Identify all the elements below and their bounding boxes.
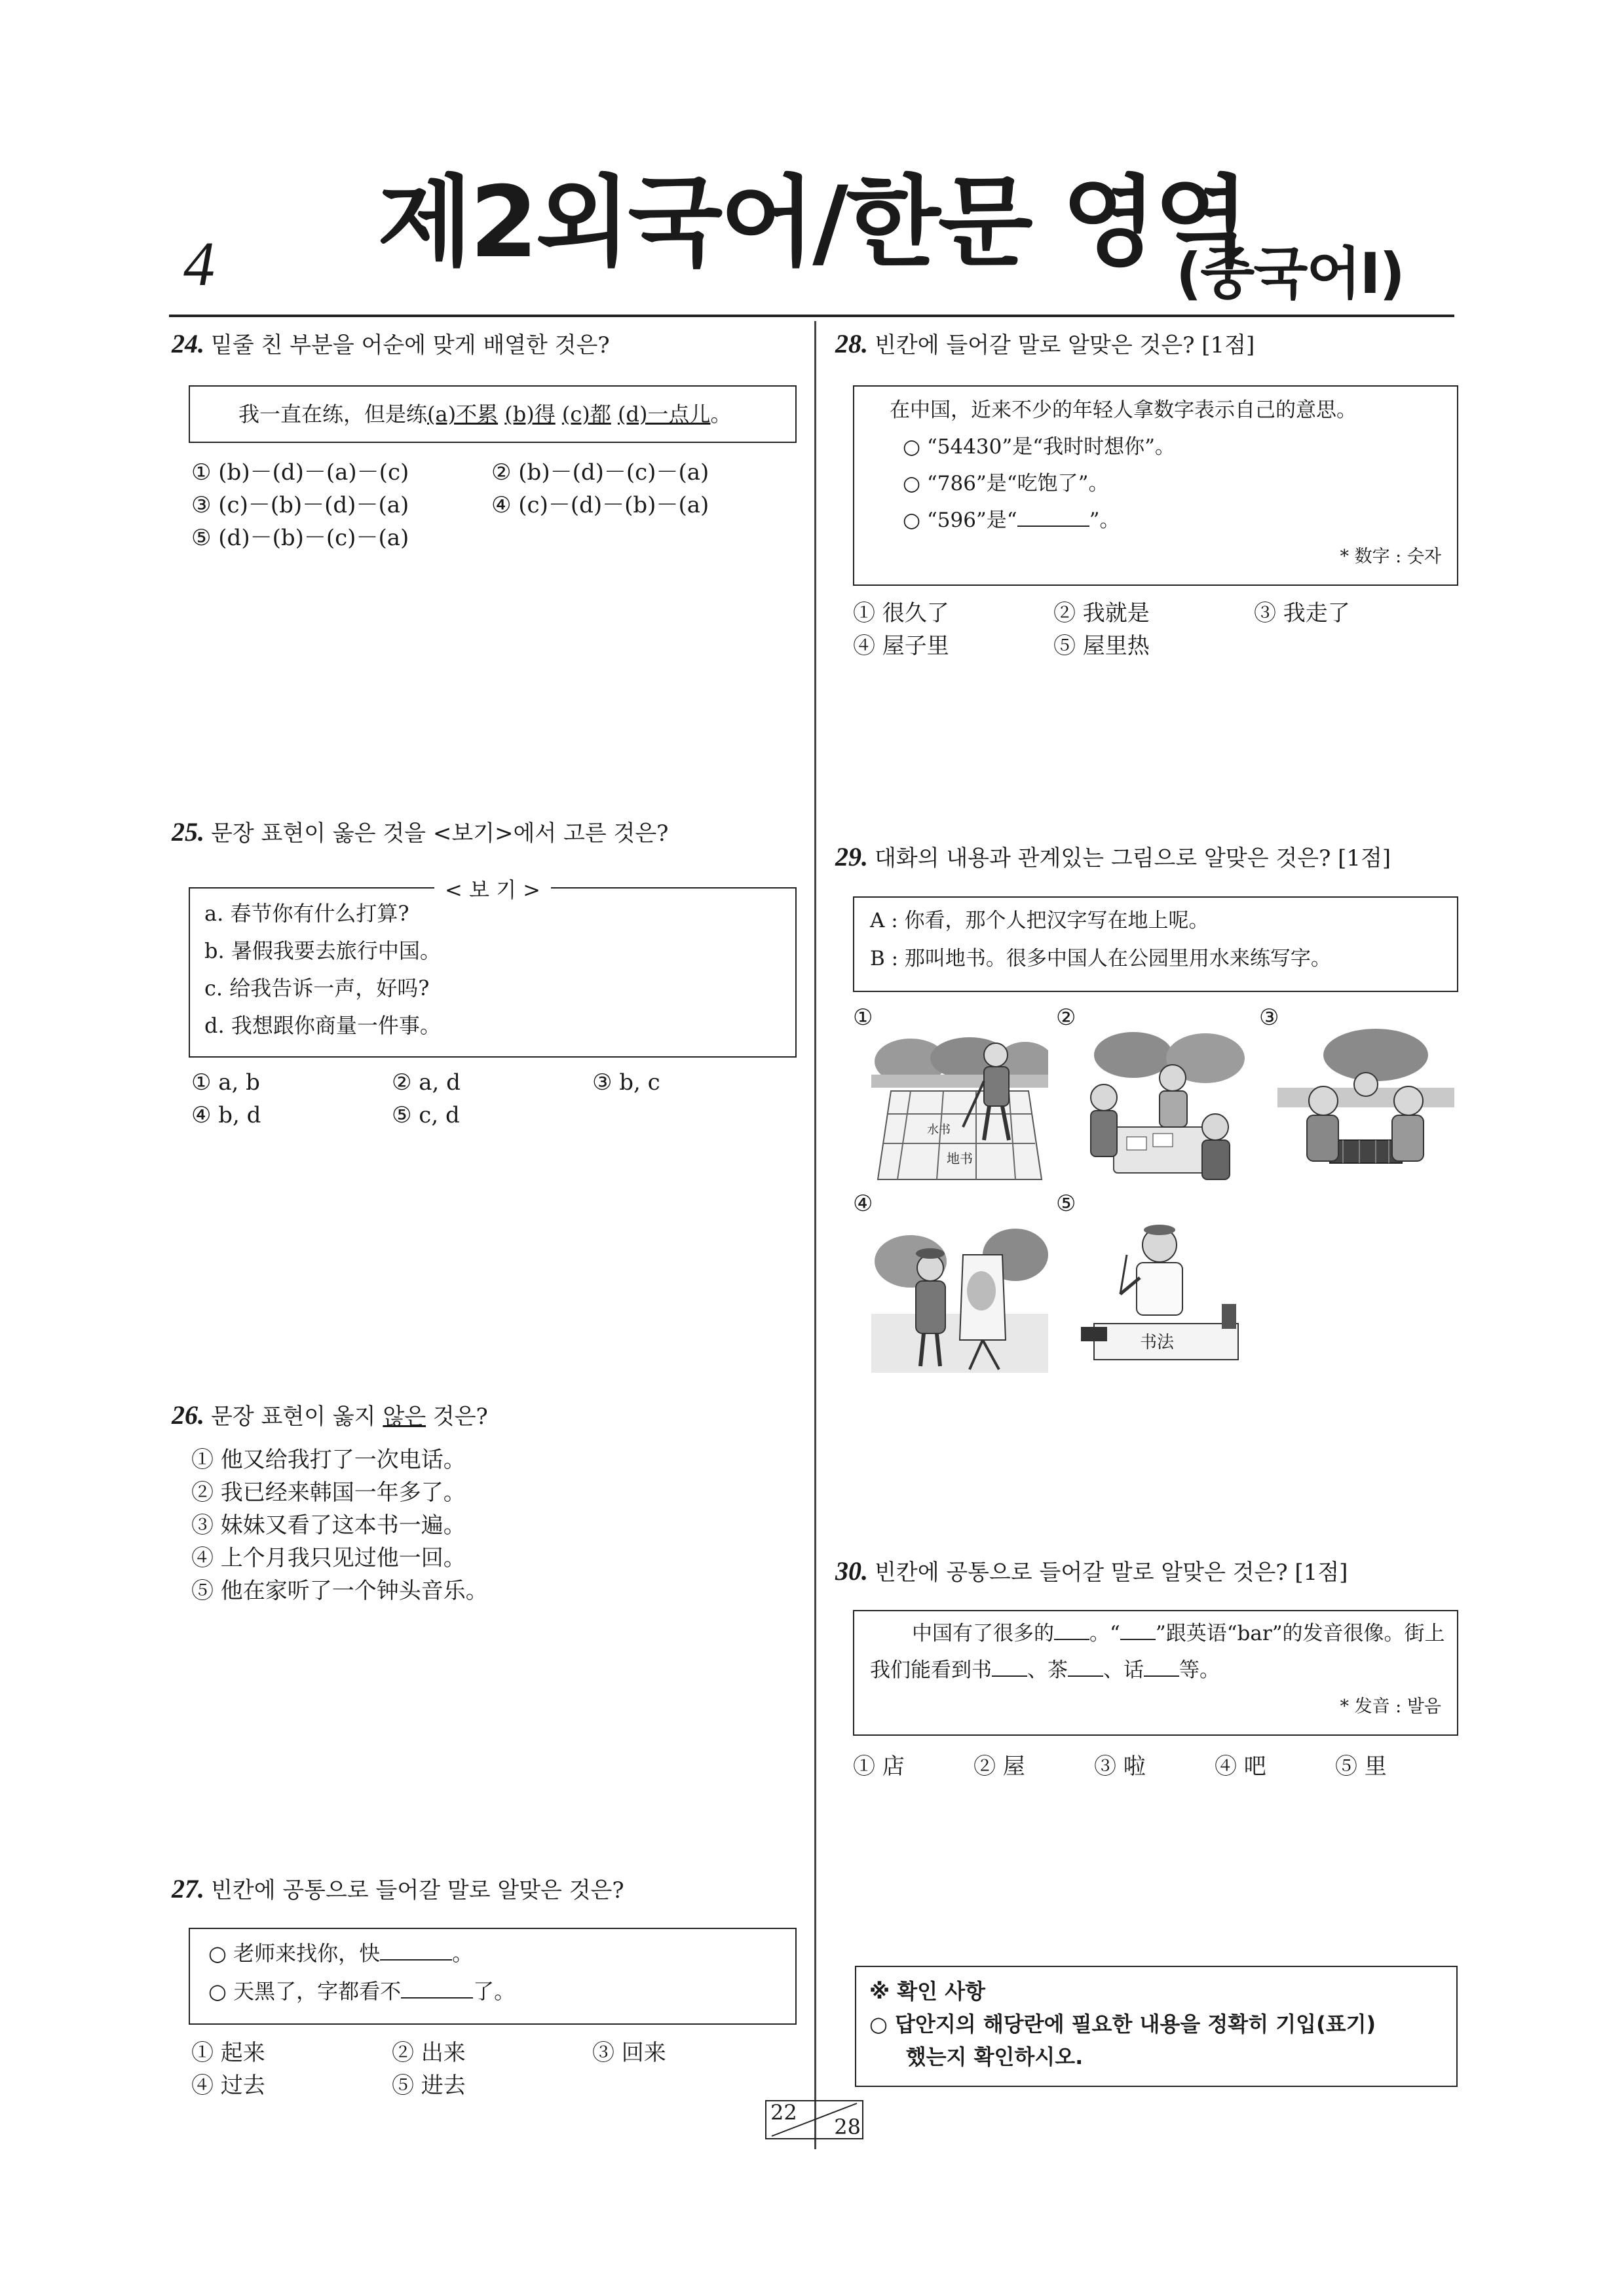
vocab-note: * 数字 : 숫자 xyxy=(1340,546,1441,567)
option-2[interactable]: ② 屋 xyxy=(973,1753,1025,1780)
option-1[interactable]: ① (b)－(d)－(a)－(c) xyxy=(191,459,409,486)
option-5[interactable]: ⑤ (d)－(b)－(c)－(a) xyxy=(191,525,409,551)
passage-text: 我一直在练，但是练 xyxy=(238,402,428,427)
question-25 xyxy=(172,816,801,850)
option-2[interactable]: ② 我已经来韩国一年多了。 xyxy=(191,1480,466,1506)
passage-line-1a: 中国有了很多的 xyxy=(912,1622,1054,1645)
example-item-a: a. 春节你有什么打算? xyxy=(204,901,409,926)
question-27 xyxy=(172,1873,801,1907)
blank xyxy=(1017,503,1089,527)
option-2[interactable]: ② (b)－(d)－(c)－(a) xyxy=(491,459,709,486)
passage-line-1c: ”跟英语“bar”的发音很像。街上 xyxy=(1155,1622,1445,1645)
question-prompt: 빈칸에 공통으로 들어갈 말로 알맞은 것은? xyxy=(211,1877,624,1904)
q28-passage-box xyxy=(853,385,1458,586)
passage-line-2b: 、茶 xyxy=(1027,1658,1068,1682)
confirmation-line-2: 했는지 확인하시오. xyxy=(869,2044,1084,2069)
vocab-note: * 发音 : 발음 xyxy=(1340,1696,1441,1717)
question-24 xyxy=(172,328,801,362)
svg-text:水书: 水书 xyxy=(927,1123,951,1137)
picture-label-5[interactable]: ⑤ xyxy=(1056,1191,1076,1217)
blank xyxy=(992,1653,1027,1677)
svg-text:地书: 地书 xyxy=(947,1151,973,1166)
question-number: 30. xyxy=(835,1556,868,1586)
option-3[interactable]: ③ (c)－(b)－(d)－(a) xyxy=(191,492,409,518)
option-2[interactable]: ② 我就是 xyxy=(1053,600,1150,626)
dialogue-line-a: A : 你看，那个人把汉字写在地上呢。 xyxy=(870,909,1209,932)
option-3[interactable]: ③ 回来 xyxy=(592,2040,666,2066)
blank xyxy=(1120,1617,1156,1640)
question-prompt: 문장 표현이 옳지 xyxy=(211,1404,383,1430)
option-3[interactable]: ③ 妹妹又看了这本书一遍。 xyxy=(191,1512,466,1539)
question-prompt-end: 것은? xyxy=(426,1404,488,1430)
question-prompt: 빈칸에 공통으로 들어갈 말로 알맞은 것은? [1점] xyxy=(875,1559,1348,1586)
option-1[interactable]: ① 他又给我打了一次电话。 xyxy=(191,1447,466,1473)
underlined-d: (d)一点儿 xyxy=(617,402,711,427)
confirmation-title: ※ 확인 사항 xyxy=(869,1979,986,2004)
option-1[interactable]: ① 很久了 xyxy=(853,600,949,626)
option-5[interactable]: ⑤ 他在家听了一个钟头音乐。 xyxy=(191,1578,488,1604)
q24-passage-box xyxy=(189,385,797,443)
picture-5-paper-calligraphy[interactable] xyxy=(1074,1215,1251,1373)
option-4[interactable]: ④ 屋子里 xyxy=(853,633,949,659)
option-4[interactable]: ④ 吧 xyxy=(1215,1753,1266,1780)
question-prompt: 밑줄 친 부분을 어순에 맞게 배열한 것은? xyxy=(211,332,610,358)
picture-label-4[interactable]: ④ xyxy=(853,1191,873,1217)
option-3[interactable]: ③ 我走了 xyxy=(1254,600,1350,626)
picture-label-2[interactable]: ② xyxy=(1056,1004,1076,1031)
passage-line-2d: 等。 xyxy=(1179,1658,1220,1682)
blank xyxy=(1144,1653,1179,1677)
question-prompt-emphasis: 않은 xyxy=(383,1404,426,1430)
question-number: 28. xyxy=(835,329,868,358)
q30-passage-box xyxy=(853,1610,1458,1736)
question-number: 27. xyxy=(172,1874,204,1904)
passage-line-1-end: 。 xyxy=(452,1941,474,1966)
total-pages: 28 xyxy=(834,2114,861,2139)
question-26 xyxy=(172,1399,801,1433)
question-prompt: 문장 표현이 옳은 것을 <보기>에서 고른 것은? xyxy=(211,820,669,847)
section-title: 제2외국어/한문 영역 xyxy=(377,166,1247,280)
blank xyxy=(1068,1653,1103,1677)
question-30 xyxy=(835,1555,1464,1589)
blank xyxy=(401,1975,473,1999)
passage-line-2: ○ 天黑了，字都看不 xyxy=(208,1979,402,2004)
svg-text:书法: 书法 xyxy=(1140,1333,1175,1352)
passage-line-2a: 我们能看到书 xyxy=(870,1658,992,1682)
option-4[interactable]: ④ (c)－(d)－(b)－(a) xyxy=(491,492,709,518)
passage-line-1b: 。“ xyxy=(1089,1622,1120,1645)
option-5[interactable]: ⑤ 进去 xyxy=(392,2073,466,2099)
q25-example-box xyxy=(189,877,797,1058)
passage-text-end: 。 xyxy=(710,402,732,427)
underlined-b: (b)得 xyxy=(504,402,556,427)
option-3[interactable]: ③ b, c xyxy=(592,1069,660,1096)
picture-label-3[interactable]: ③ xyxy=(1259,1004,1279,1031)
picture-1-ground-calligraphy[interactable] xyxy=(871,1029,1048,1186)
subject-label: (중국어Ⅰ) xyxy=(1176,241,1404,307)
page-number: 4 xyxy=(183,229,215,299)
option-5[interactable]: ⑤ 里 xyxy=(1335,1753,1387,1780)
confirmation-notice xyxy=(855,1966,1458,2087)
option-1[interactable]: ① 店 xyxy=(853,1753,905,1780)
blank xyxy=(1054,1617,1089,1640)
picture-4-painting[interactable] xyxy=(871,1215,1048,1373)
option-1[interactable]: ① a, b xyxy=(191,1069,260,1096)
q27-passage-box xyxy=(189,1928,797,2025)
question-number: 26. xyxy=(172,1400,204,1430)
passage-line-1: ○ 老师来找你，快 xyxy=(208,1941,381,1966)
question-number: 29. xyxy=(835,842,868,871)
confirmation-line-1: ○ 답안지의 해당란에 필요한 내용을 정확히 기입(표기) xyxy=(869,2012,1376,2037)
passage-line-3-end: ”。 xyxy=(1089,508,1120,532)
question-number: 25. xyxy=(172,817,204,847)
option-5[interactable]: ⑤ 屋里热 xyxy=(1053,633,1150,659)
picture-3-chess-game[interactable] xyxy=(1277,1029,1454,1186)
example-item-c: c. 给我告诉一声，好吗? xyxy=(204,976,430,1001)
picture-label-1[interactable]: ① xyxy=(853,1004,873,1031)
blank xyxy=(380,1937,452,1961)
passage-line-1: ○ “54430”是“我时时想你”。 xyxy=(903,435,1175,459)
option-2[interactable]: ② 出来 xyxy=(392,2040,466,2066)
option-4[interactable]: ④ b, d xyxy=(191,1102,261,1128)
passage-intro: 在中国，近来不少的年轻人拿数字表示自己的意思。 xyxy=(890,398,1357,422)
example-legend: < 보 기 > xyxy=(434,871,551,909)
dialogue-line-b: B : 那叫地书。很多中国人在公园里用水来练写字。 xyxy=(870,947,1331,970)
passage-line-2c: 、话 xyxy=(1103,1658,1144,1682)
question-28 xyxy=(835,328,1464,362)
example-item-b: b. 暑假我要去旅行中国。 xyxy=(204,938,441,963)
underlined-a: (a)不累 xyxy=(427,402,499,427)
underlined-c: (c)都 xyxy=(561,402,611,427)
option-4[interactable]: ④ 上个月我只见过他一回。 xyxy=(191,1545,466,1571)
option-2[interactable]: ② a, d xyxy=(392,1069,461,1096)
question-prompt: 빈칸에 들어갈 말로 알맞은 것은? [1점] xyxy=(875,332,1255,358)
passage-line-2: ○ “786”是“吃饱了”。 xyxy=(903,472,1109,495)
passage-line-2-end: 了。 xyxy=(473,1979,516,2004)
header-rule xyxy=(169,315,1454,317)
page-counter xyxy=(765,2100,863,2139)
example-item-d: d. 我想跟你商量一件事。 xyxy=(204,1013,441,1038)
q29-dialogue-box xyxy=(853,896,1458,992)
option-5[interactable]: ⑤ c, d xyxy=(392,1102,460,1128)
question-29 xyxy=(835,841,1464,875)
question-prompt: 대화의 내용과 관계있는 그림으로 알맞은 것은? [1점] xyxy=(875,845,1391,871)
picture-2-card-game[interactable] xyxy=(1074,1029,1251,1186)
current-page: 22 xyxy=(770,2100,797,2125)
option-4[interactable]: ④ 过去 xyxy=(191,2073,265,2099)
column-divider xyxy=(814,321,816,2149)
question-number: 24. xyxy=(172,329,204,358)
option-1[interactable]: ① 起来 xyxy=(191,2040,265,2066)
passage-line-3: ○ “596”是“ xyxy=(903,508,1017,532)
option-3[interactable]: ③ 啦 xyxy=(1094,1753,1146,1780)
